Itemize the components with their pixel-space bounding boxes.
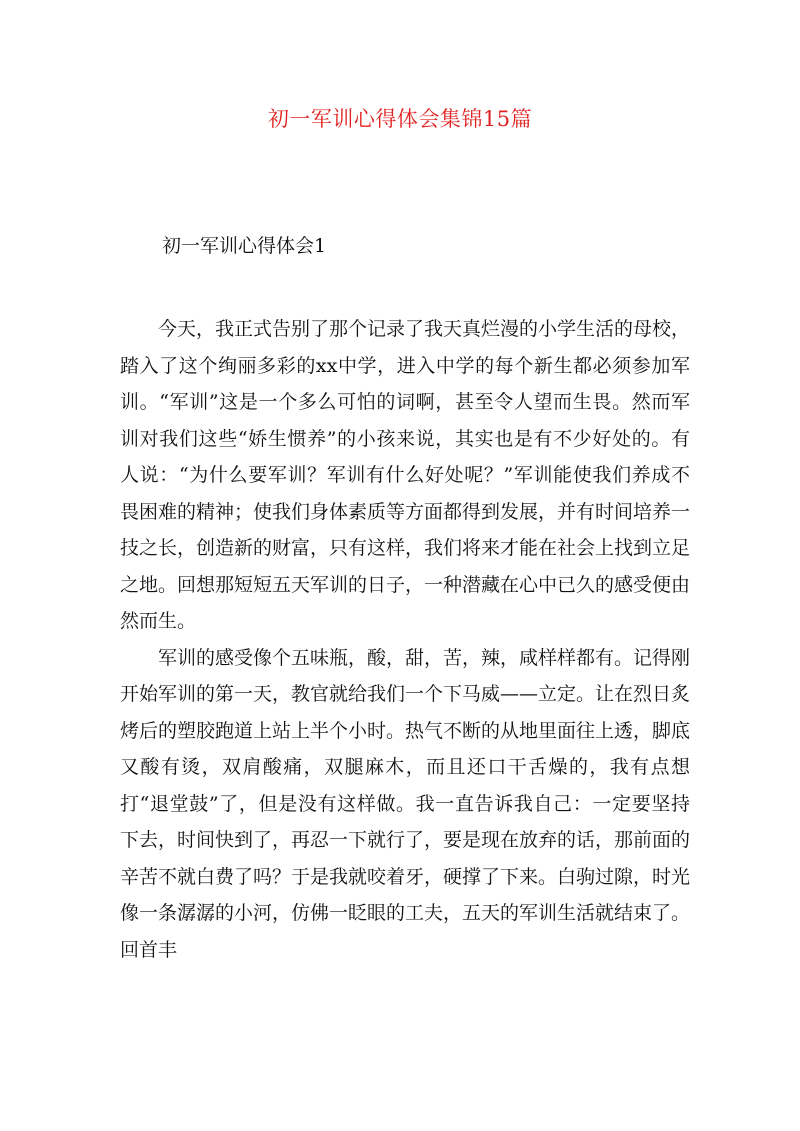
paragraph: 今天，我正式告别了那个记录了我天真烂漫的小学生活的母校，踏入了这个绚丽多彩的xx中学，进入中学的每个新生都必须参加军训。“军训”这是一个多么可怕的词啊，甚至令人望而生畏。然而军训对我们这些“娇生惯养”的小孩来说，其实也是有不少好处的。有人说：“为什么要军训？军训有什么好处呢？”军训能使我们养成不畏困难的精神；使我们身体素质等方面都得到发展，并有时间培养一技之长，创造新的财富，只有这样，我们将来才能在社会上找到立足之地。回想那短短五天军训的日子，一种潜藏在心中已久的感受便由然而生。 — [120, 318, 691, 632]
section-heading: 初一军训心得体会1 — [162, 235, 327, 257]
document-body — [120, 311, 690, 968]
paragraph: 军训的感受像个五味瓶，酸，甜，苦，辣，咸样样都有。记得刚开始军训的第一天，教官就给我们一个下马威——立定。让在烈日炙烤后的塑胶跑道上站上半个小时。热气不断的从地里面往上透，脚底又酸有烫，双肩酸痛，双腿麻木，而且还口干舌燥的，我有点想打“退堂鼓”了，但是没有这样做。我一直告诉我自己：一定要坚持下去，时间快到了，再忍一下就行了，要是现在放弃的话，那前面的辛苦不就白费了吗？于是我就咬着牙，硬撑了下来。白驹过隙，时光像一条潺潺的小河，仿佛一眨眼的工夫，五天的军训生活就结束了。回首丰 — [120, 646, 691, 961]
document-title: 初一军训心得体会集锦15篇 — [267, 107, 533, 131]
